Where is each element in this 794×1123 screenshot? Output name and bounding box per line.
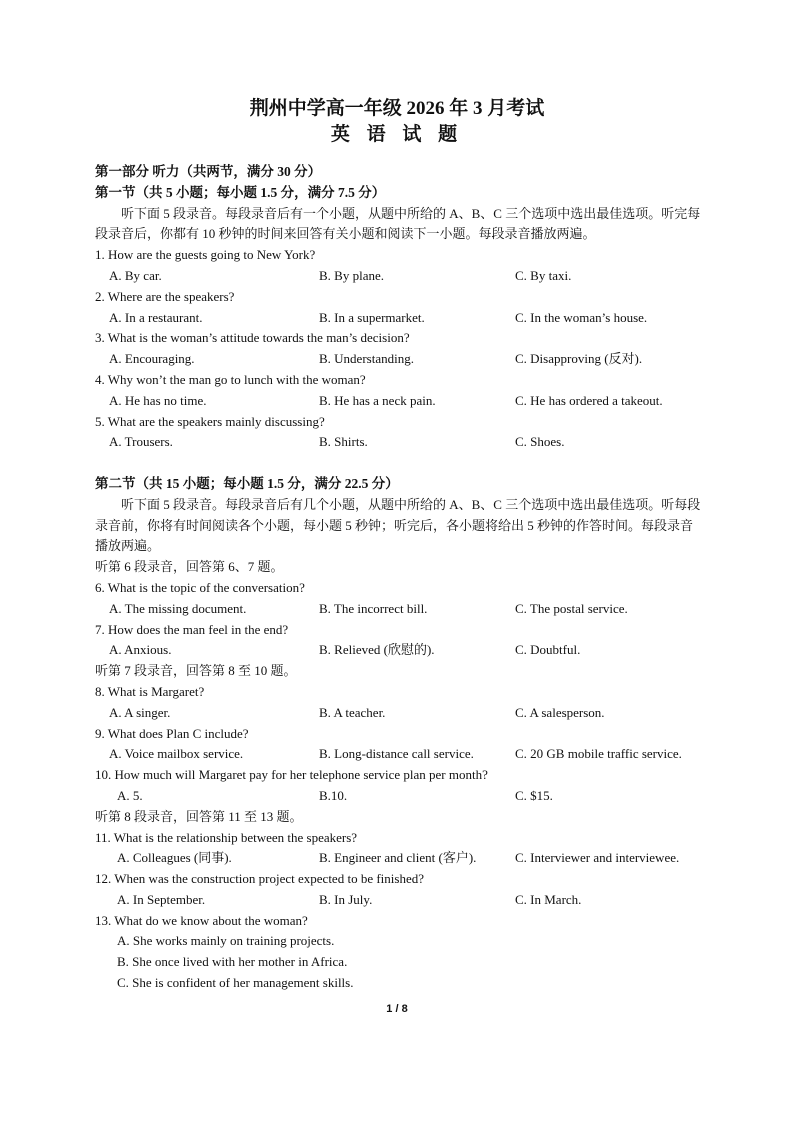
section-heading: 第二节（共 15 小题；每小题 1.5 分，满分 22.5 分） [95,475,399,491]
answer-option: C. Shoes. [515,434,565,450]
answer-option: C. The postal service. [515,600,628,616]
answer-option: B. In a supermarket. [319,309,425,325]
answer-option: A. Anxious. [109,642,172,658]
recording-note: 听第 7 段录音，回答第 8 至 10 题。 [95,663,297,679]
answer-option: A. He has no time. [109,392,207,408]
answer-option: B. A teacher. [319,704,386,720]
answer-option: A. The missing document. [109,600,247,616]
answer-option: A. Colleagues (同事). [117,850,232,866]
page-number: 1 / 8 [386,1003,408,1015]
answer-option: C. She is confident of her management skills. [117,975,354,991]
question [95,578,705,620]
recording-note: 听第 8 段录音，回答第 11 至 13 题。 [95,808,303,824]
answer-options [95,931,705,993]
question-text: 5. What are the speakers mainly discussing? [95,413,325,429]
question [95,620,705,662]
answer-option: A. Voice mailbox service. [109,746,244,762]
answer-options [95,391,705,412]
question [95,245,705,287]
section-1 [95,183,705,453]
answer-options [95,640,705,661]
answer-option: C. Interviewer and interviewee. [515,850,680,866]
question [95,370,705,412]
answer-option: A. She works mainly on training projects. [117,933,335,949]
question-text: 10. How much will Margaret pay for her telephone service plan per month? [95,767,488,783]
answer-option: B. In July. [319,891,373,907]
answer-option: C. $15. [515,787,553,803]
answer-option: B. By plane. [319,267,384,283]
answer-options [95,786,705,807]
question-text: 12. When was the construction project expected to be finished? [95,871,424,887]
section-instructions: 听下面 5 段录音。每段录音后有几个小题，从题中所给的 A、B、C 三个选项中选出最佳选项。听每段录音前，你将有时间阅读各个小题，每小题 5 秒钟；听完后，各小题将给出 5 秒钟的作答时间。每段录音播放两遍。 [95,496,701,554]
answer-option: B. Understanding. [319,351,414,367]
section-heading: 第一节（共 5 小题；每小题 1.5 分，满分 7.5 分） [95,184,386,200]
answer-options [95,599,705,620]
answer-option: B. Shirts. [319,434,368,450]
answer-option: A. By car. [109,267,162,283]
question-text: 11. What is the relationship between the speakers? [95,829,358,845]
answer-option: C. He has ordered a takeout. [515,392,663,408]
answer-options [95,890,705,911]
question-text: 7. How does the man feel in the end? [95,621,289,637]
answer-option: B. Long-distance call service. [319,746,474,762]
answer-option: C. Doubtful. [515,642,581,658]
answer-option: A. In September. [117,891,206,907]
question-text: 13. What do we know about the woman? [95,912,308,928]
answer-option: A. Trousers. [109,434,173,450]
question [95,724,705,766]
answer-option: B. Relieved (欣慰的). [319,642,435,658]
question-text: 4. Why won’t the man go to lunch with the woman? [95,371,366,387]
answer-option: C. In the woman’s house. [515,309,648,325]
part-heading: 第一部分 听力（共两节，满分 30 分） [95,164,322,179]
answer-options [95,848,705,869]
question [95,682,705,724]
answer-option: B. He has a neck pain. [319,392,436,408]
answer-option: A. In a restaurant. [109,309,203,325]
answer-options [95,703,705,724]
question-text: 3. What is the woman’s attitude towards the man’s decision? [95,330,410,346]
exam-content [95,162,705,994]
section-instructions: 听下面 5 段录音。每段录音后有一个小题，从题中所给的 A、B、C 三个选项中选出最佳选项。听完每段录音后，你都有 10 秒钟的时间来回答有关小题和阅读下一小题。每段录音播放两遍。 [95,205,701,242]
question-text: 6. What is the topic of the conversation? [95,579,305,595]
question-text: 9. What does Plan C include? [95,725,249,741]
exam-subtitle: 英 语 试 题 [330,124,464,145]
exam-title: 荆州中学高一年级 2026 年 3 月考试 [249,98,545,119]
question [95,911,705,994]
recording-note: 听第 6 段录音，回答第 6、7 题。 [95,559,284,575]
answer-option: C. Disapproving (反对). [515,351,643,367]
answer-options [95,349,705,370]
answer-option: B. Engineer and client (客户). [319,850,477,866]
answer-option: B. The incorrect bill. [319,600,428,616]
answer-options [95,266,705,287]
answer-options [95,308,705,329]
answer-option: C. 20 GB mobile traffic service. [515,746,682,762]
answer-option: B. She once lived with her mother in Africa. [117,954,348,970]
question-text: 2. Where are the speakers? [95,288,235,304]
question [95,287,705,329]
answer-option: C. In March. [515,891,582,907]
answer-option: C. By taxi. [515,267,572,283]
question [95,828,705,870]
question [95,412,705,454]
section-2 [95,474,705,994]
answer-option: C. A salesperson. [515,704,605,720]
answer-option: A. Encouraging. [109,351,195,367]
question-text: 8. What is Margaret? [95,683,205,699]
answer-options [95,432,705,453]
answer-option: A. 5. [117,787,143,803]
answer-options [95,744,705,765]
question [95,765,705,807]
question [95,328,705,370]
question [95,869,705,911]
answer-option: A. A singer. [109,704,171,720]
section-gap [95,453,705,474]
answer-option: B.10. [319,787,348,803]
question-text: 1. How are the guests going to New York? [95,247,316,263]
